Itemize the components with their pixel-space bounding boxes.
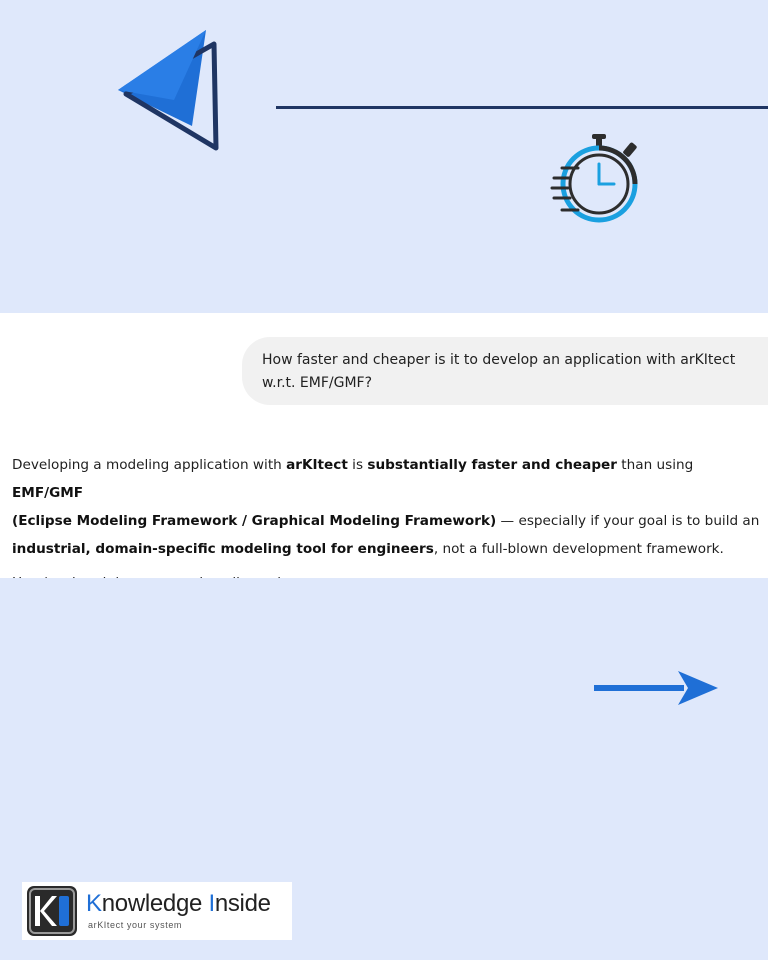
user-message-line-1: How faster and cheaper is it to develop an application with arKItect <box>262 352 736 368</box>
answer-bold-claim: substantially faster and cheaper <box>367 457 617 473</box>
logo-word-knowledge: nowledge <box>101 890 209 917</box>
knowledge-inside-logo <box>22 882 292 940</box>
answer-text: than using <box>616 457 694 473</box>
answer-bold-product: arKItect <box>286 457 348 473</box>
logo-initial-i: I <box>208 890 215 917</box>
user-message-bubble <box>242 337 768 405</box>
assistant-answer <box>12 451 764 597</box>
answer-text: Developing a modeling application with <box>12 457 287 473</box>
answer-bold-emf-full: (Eclipse Modeling Framework / Graphical Modeling Framework) <box>12 513 497 529</box>
answer-paragraph-1 <box>12 451 764 563</box>
answer-bold-tool: industrial, domain-specific modeling tool for engineers <box>12 541 434 557</box>
logo-wordmark <box>86 890 271 918</box>
ki-logo-mark-icon <box>26 885 78 937</box>
answer-text: , not a full-blown development framework. <box>433 541 724 557</box>
paper-plane-icon <box>114 28 224 154</box>
arrow-right-icon <box>594 669 720 709</box>
logo-word-inside: nside <box>214 890 271 917</box>
logo-tagline: arKItect your system <box>88 920 183 930</box>
answer-text: is <box>347 457 368 473</box>
logo-initial-k: K <box>86 890 102 917</box>
answer-text: — especially if your goal is to build an <box>496 513 760 529</box>
chat-panel <box>0 313 768 578</box>
top-decoration <box>0 0 768 313</box>
user-message-line-2: w.r.t. EMF/GMF? <box>262 375 373 391</box>
answer-bold-emf: EMF/GMF <box>12 485 84 501</box>
stopwatch-icon <box>548 130 644 226</box>
divider-line <box>276 106 768 109</box>
bottom-decoration <box>0 578 768 960</box>
